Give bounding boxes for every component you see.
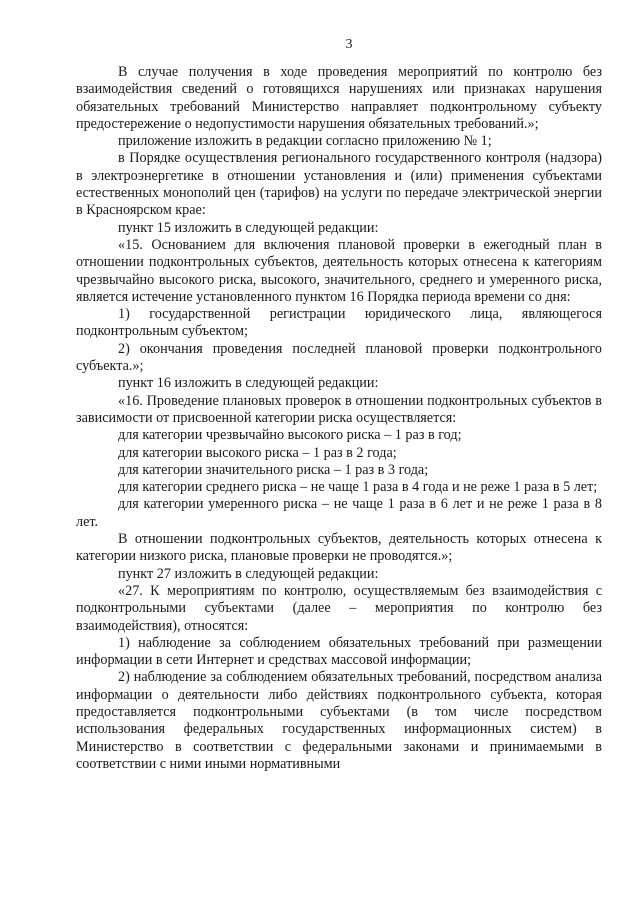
paragraph: для категории чрезвычайно высокого риска – 1 раз в год; xyxy=(118,427,462,444)
paragraph: 1) государственной регистрации юридического лица, являющегося подконтрольным субъектом; xyxy=(76,306,602,340)
paragraph: 1) наблюдение за соблюдением обязательных требований при размещении информации в сети Интернет и средствах массовой информации; xyxy=(76,634,602,669)
paragraph: В отношении подконтрольных субъектов, деятельность которых отнесена к категории низкого риска, плановые проверки не проводятся.»; xyxy=(76,531,602,565)
paragraph: «15. Основанием для включения плановой проверки в ежегодный план в отношении подконтрольных субъектов, деятельность которых отнесена к категориям чрезвычайно высокого риска, высокого, значительного, среднего и умеренного риска, является истечение установленного пунктом 16 Порядка периода времени со дня: xyxy=(76,236,602,305)
paragraph: пункт 16 изложить в следующей редакции: xyxy=(118,375,379,392)
paragraph: «16. Проведение плановых проверок в отношении подконтрольных субъектов в зависимости от присвоенной категории риска осуществляется: xyxy=(76,392,602,426)
paragraph: для категории высокого риска – 1 раз в 2 года; xyxy=(118,444,397,461)
paragraph: приложение изложить в редакции согласно приложению № 1; xyxy=(118,133,492,150)
paragraph: 2) окончания проведения последней плановой проверки подконтрольного субъекта.»; xyxy=(76,340,602,375)
paragraph: 2) наблюдение за соблюдением обязательных требований, посредством анализа информации о деятельности либо действиях подконтрольного субъекта, которая предоставляется подконтрольными субъектами (в том числе посредством использования федеральных государственных информационных систем) в Министерство в соответствии с федеральными законами и принимаемыми в соответствии с ними иными нормативными xyxy=(76,669,602,772)
paragraph: для категории значительного риска – 1 раз в 3 года; xyxy=(118,461,429,478)
paragraph: пункт 15 изложить в следующей редакции: xyxy=(118,219,379,236)
paragraph: в Порядке осуществления регионального государственного контроля (надзора) в электроэнергетике в отношении установления и (или) применения субъектами естественных монополий цен (тарифов) на услуги по передаче электрической энергии в Красноярском крае: xyxy=(76,150,602,219)
paragraph: для категории умеренного риска – не чаще 1 раза в 6 лет и не реже 1 раза в 8 лет. xyxy=(76,496,602,530)
page-number: 3 xyxy=(345,37,353,52)
paragraph: «27. К мероприятиям по контролю, осуществляемым без взаимодействия с подконтрольными субъектами (далее – мероприятия по контролю без взаимодействия), относятся: xyxy=(76,582,602,634)
paragraph: В случае получения в ходе проведения мероприятий по контролю без взаимодействия сведений о готовящихся нарушениях или признаках нарушения обязательных требований Министерство направляет подконтрольному субъекту предостережение о недопустимости нарушения обязательных требований.»; xyxy=(76,64,602,132)
paragraph: пункт 27 изложить в следующей редакции: xyxy=(118,565,379,582)
paragraph: для категории среднего риска – не чаще 1 раза в 4 года и не реже 1 раза в 5 лет; xyxy=(118,479,598,496)
